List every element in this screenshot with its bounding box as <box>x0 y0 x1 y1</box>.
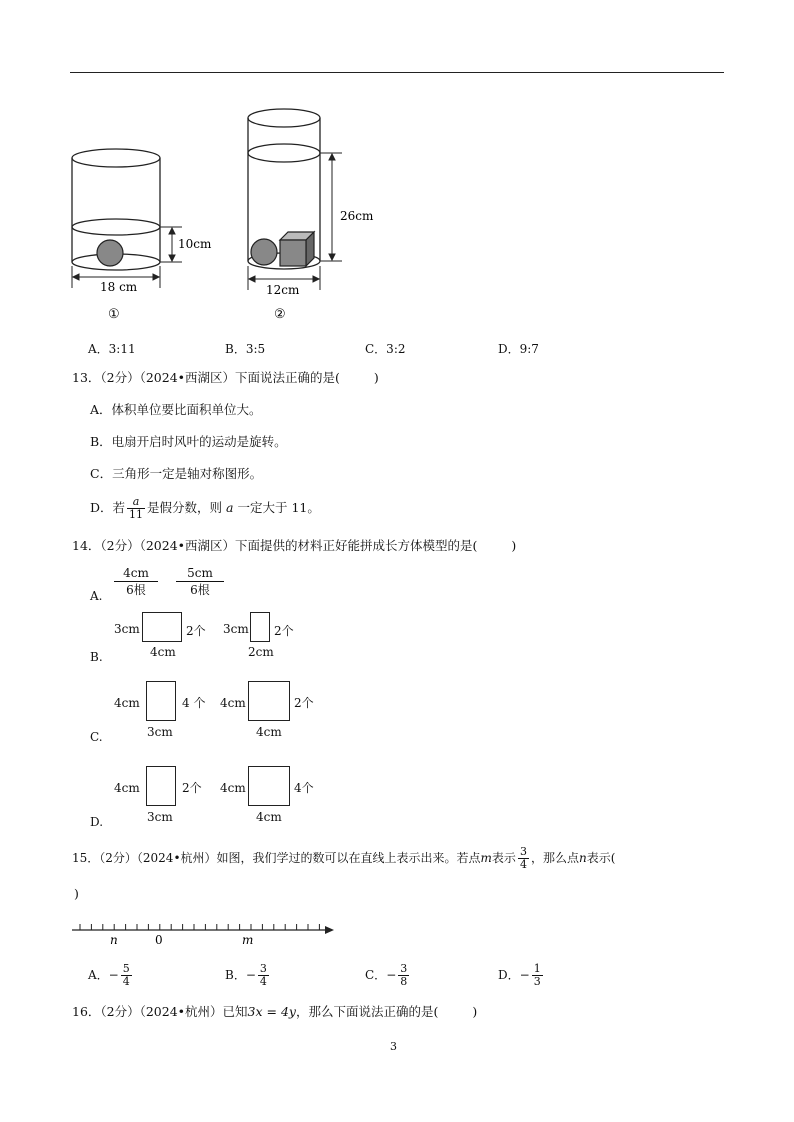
figure2-marker: ② <box>274 307 286 322</box>
q13-stem: 13．（2分）（2024•西湖区）下面说法正确的是( ) <box>72 370 379 385</box>
q14-d-rect1-count: 2个 <box>182 781 202 795</box>
figure1-marker: ① <box>108 307 120 322</box>
q14-c-rect2 <box>248 681 290 721</box>
number-line-arrow <box>325 926 334 934</box>
height1-label: 10cm <box>178 237 212 251</box>
cylinder1-water-ellipse <box>72 219 160 235</box>
number-line-zero: 0 <box>155 933 163 947</box>
q14-b-rect2-bottom: 2cm <box>248 645 274 659</box>
q14-d-rect1-side: 4cm <box>114 781 140 795</box>
cylinder2-water-ellipse <box>248 144 320 162</box>
cylinder1-top-ellipse <box>72 149 160 167</box>
q14-d-rect2 <box>248 766 290 806</box>
q14-b-rect1 <box>142 612 182 642</box>
q14-c-rect1 <box>146 681 176 721</box>
q14-b-rect2-count: 2个 <box>274 624 294 638</box>
cylinder2-ball <box>251 239 277 265</box>
cylinder-figures <box>0 0 794 330</box>
q12-option-d[interactable]: D．9:7 <box>498 342 539 356</box>
q14-c-rect2-bottom: 4cm <box>256 725 282 739</box>
q15-option-a[interactable]: A．− $\frac{5}{4}$ <box>88 962 130 988</box>
q16-stem: 16．（2分）（2024•杭州）已知3x = 4y，那么下面说法正确的是( ) <box>72 1004 478 1019</box>
q14-c-rect1-side: 4cm <box>114 696 140 710</box>
q14-option-c-letter[interactable]: C. <box>90 730 103 744</box>
q15-option-b[interactable]: B．− $\frac{3}{4}$ <box>225 962 267 988</box>
q14-d-rect1-bottom: 3cm <box>147 810 173 824</box>
q14-option-b-letter[interactable]: B. <box>90 650 103 664</box>
height1-arrow-down <box>169 255 175 261</box>
number-line-ticks <box>80 924 319 930</box>
q15-stem: 15．（2分）（2024•杭州）如图，我们学过的数可以在直线上表示出来。若点m表示 $\frac{3}{4}$ ，那么点n表示( <box>72 845 616 871</box>
q15-option-d[interactable]: D．− $\frac{1}{3}$ <box>498 962 541 988</box>
q13-option-c[interactable]: C．三角形一定是轴对称图形。 <box>90 466 263 481</box>
q12-option-a[interactable]: A．3:11 <box>88 342 136 356</box>
q12-option-c[interactable]: C．3:2 <box>365 342 406 356</box>
q14-c-rect1-count: 4 个 <box>182 696 206 710</box>
q14-b-rect2-side: 3cm <box>223 622 249 636</box>
q14-d-rect1 <box>146 766 176 806</box>
width2-label: 12cm <box>266 283 300 297</box>
q15-stem-line2: ) <box>74 886 79 901</box>
number-line-m: m <box>242 933 254 947</box>
number-line <box>0 912 794 952</box>
cylinder2-top-ellipse <box>248 109 320 127</box>
q14-b-rect2 <box>250 612 270 642</box>
q14-d-rect2-bottom: 4cm <box>256 810 282 824</box>
q14-a-fraction-1: 4cm 6根 <box>114 565 158 598</box>
q14-b-rect1-count: 2个 <box>186 624 206 638</box>
q12-option-b[interactable]: B．3:5 <box>225 342 266 356</box>
q14-b-rect1-side: 3cm <box>114 622 140 636</box>
q15-option-c[interactable]: C．− $\frac{3}{8}$ <box>365 962 408 988</box>
q14-stem: 14．（2分）（2024•西湖区）下面提供的材料正好能拼成长方体模型的是( ) <box>72 538 517 553</box>
q14-c-rect2-side: 4cm <box>220 696 246 710</box>
q14-option-a-letter[interactable]: A. <box>90 589 103 603</box>
q13-option-d[interactable]: D．若 $\frac{a}{11}$ 是假分数，则 a 一定大于 11。 <box>90 495 320 521</box>
cylinder1-ball <box>97 240 123 266</box>
q14-b-rect1-bottom: 4cm <box>150 645 176 659</box>
q13-option-b[interactable]: B．电扇开启时风叶的运动是旋转。 <box>90 434 287 449</box>
height1-arrow-up <box>169 228 175 234</box>
q13-option-a[interactable]: A．体积单位要比面积单位大。 <box>90 402 262 417</box>
q14-c-rect1-bottom: 3cm <box>147 725 173 739</box>
width1-label: 18 cm <box>100 280 138 294</box>
q14-d-rect2-count: 4个 <box>294 781 314 795</box>
q14-d-rect2-side: 4cm <box>220 781 246 795</box>
q14-a-fraction-2: 5cm 6根 <box>176 565 224 598</box>
cylinder2-cube <box>280 232 314 266</box>
number-line-n: n <box>110 933 118 947</box>
height2-label: 26cm <box>340 209 374 223</box>
page-number: 3 <box>390 1040 397 1053</box>
q14-option-d-letter[interactable]: D. <box>90 815 104 829</box>
q14-c-rect2-count: 2个 <box>294 696 314 710</box>
